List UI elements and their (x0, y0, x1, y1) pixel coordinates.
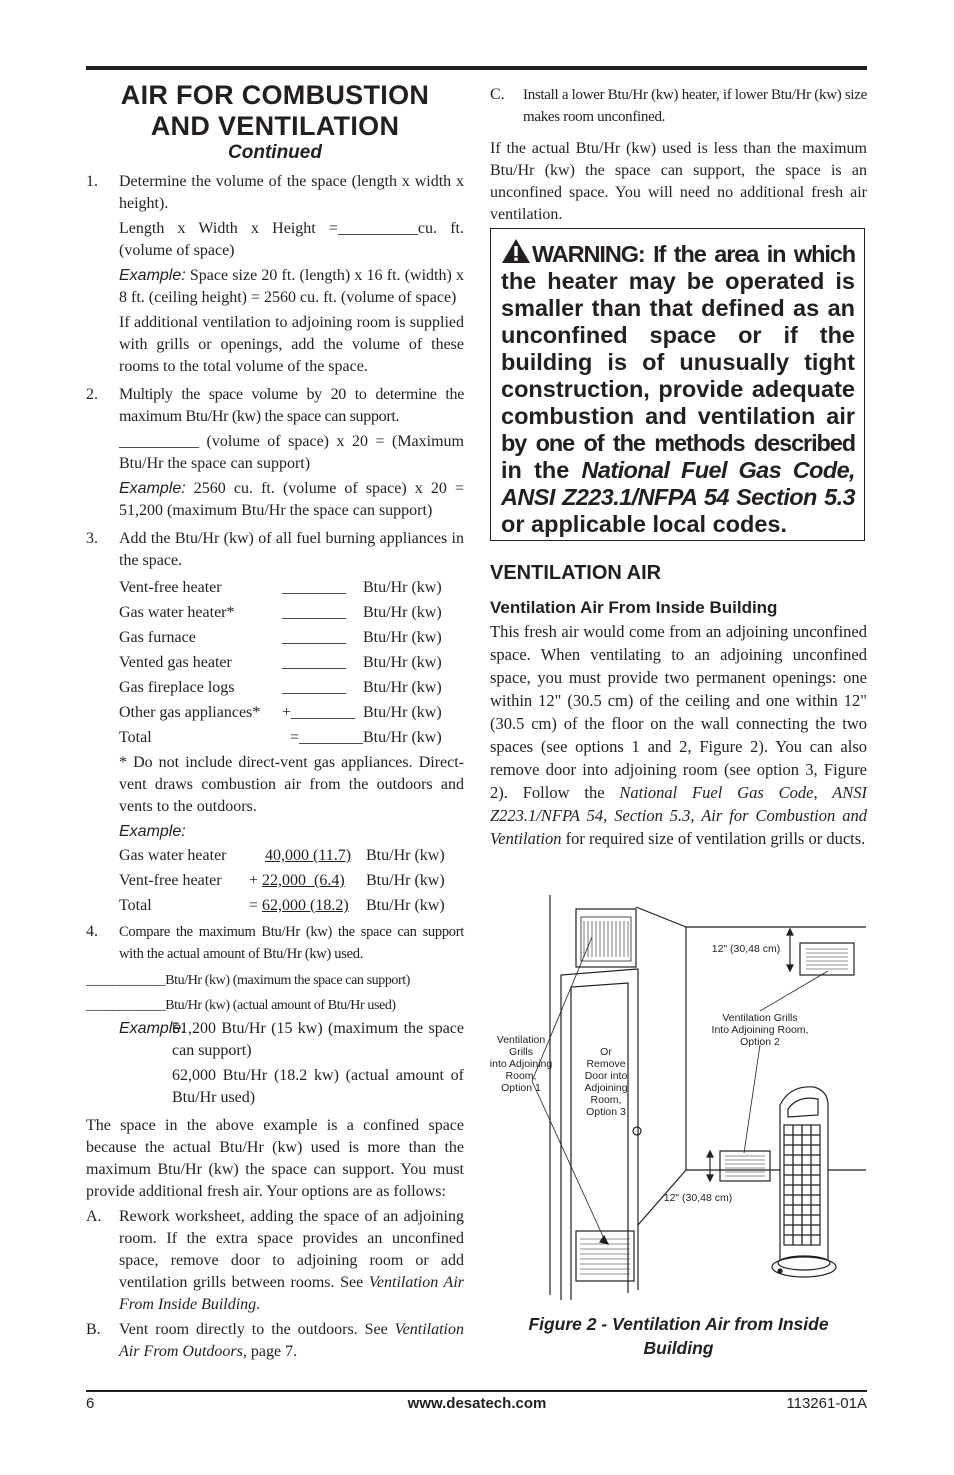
grill-top-right (800, 943, 854, 975)
ventilation-heading: VENTILATION AIR (490, 562, 662, 584)
step-number: 1. (86, 173, 98, 190)
page-title (86, 80, 464, 142)
option3-line-2: Remove (586, 1058, 626, 1070)
option-end: page 7. (246, 1343, 298, 1360)
compare-line-max: ____________Btu/Hr (kw) (maximum the space can support) (86, 973, 411, 988)
worksheet-row (119, 675, 464, 700)
worksheet-row (119, 600, 464, 625)
step-1 (86, 171, 464, 381)
option-link-text: Ventilation Air From Inside Building (119, 1274, 465, 1313)
example-max: 51,200 Btu/Hr (15 kw) (maximum the space can support) (172, 1020, 464, 1059)
ventilation-figure (488, 895, 868, 1305)
warning-end: or applicable local codes. (501, 511, 788, 537)
option-text: Vent room directly to the outdoors. See (119, 1321, 395, 1338)
document-code: 113261-01A (786, 1395, 867, 1412)
example-label: Example: (119, 823, 186, 840)
caption-line-2: Building (643, 1338, 714, 1358)
title-line-1: AIR FOR COMBUSTION (120, 80, 430, 110)
continued-label: Continued (228, 142, 322, 163)
value-number: 22,000 (6.4) (262, 872, 345, 889)
option-text: Rework worksheet, adding the space of an adjoining room. If the extra space provides an unconfined space, remove door to adjoining room or add ventilation grills between rooms. See (119, 1208, 464, 1291)
worksheet-row (119, 700, 464, 725)
step-4 (86, 921, 464, 968)
example-row (119, 893, 464, 918)
worksheet-row (119, 725, 464, 750)
option2-line-2: Into Adjoining Room, (711, 1024, 809, 1036)
door-frame (561, 969, 638, 1300)
row-label: Total (119, 729, 152, 746)
value-prefix: + (249, 872, 263, 889)
left-column (86, 80, 464, 1366)
title-line-2: AND VENTILATION (150, 111, 400, 141)
page-number: 6 (86, 1395, 95, 1412)
right-column-top (490, 84, 867, 226)
row-unit: Btu/Hr (kw) (363, 704, 442, 721)
ventilation-text (490, 620, 867, 850)
step-3 (86, 528, 464, 918)
option-letter: A. (86, 1208, 102, 1225)
warning-text-tight: by one of the methods described (501, 430, 855, 456)
grill-inner (581, 917, 631, 961)
row-unit: Btu/Hr (kw) (363, 679, 442, 696)
ceiling-line (636, 907, 686, 927)
row-blank: ________ (282, 679, 346, 696)
option1-line-1: Ventilation (496, 1034, 546, 1046)
option3-line-6: Option 3 (586, 1106, 626, 1118)
warning-triangle-icon (501, 238, 531, 264)
row-label: Vented gas heater (119, 654, 232, 671)
row-label: Gas fireplace logs (119, 679, 235, 696)
worksheet-row (119, 625, 464, 650)
option-letter: B. (86, 1321, 101, 1338)
example-row (119, 843, 464, 868)
example-row (119, 868, 464, 893)
option-a (86, 1206, 464, 1316)
option3-line-4: Adjoining (584, 1082, 628, 1094)
warning-in-the: in the (501, 457, 582, 483)
option1-line-2: Grills (509, 1046, 533, 1058)
grill-bottom-right (720, 1151, 770, 1181)
option-link-text: Ventilation Air From Outdoors, (119, 1321, 464, 1360)
row-label: Vent-free heater (119, 872, 222, 889)
option-c (490, 84, 867, 128)
row-unit: Btu/Hr (kw) (363, 579, 442, 596)
warning-text: the heater may be operated is smaller than that defined as an unconfined space or if the building is of unusually tight construction, provide adequate combustion and ventilation air (501, 268, 855, 429)
row-blank: ________ (282, 579, 346, 596)
footer-url[interactable]: www.desatech.com (407, 1395, 547, 1412)
compare-example (86, 1018, 464, 1112)
option1-line-4: Room, (505, 1070, 537, 1082)
step-number: 4. (86, 923, 98, 940)
option3-line-5: Room, (590, 1094, 622, 1106)
row-value (249, 893, 366, 918)
step-number: 3. (86, 530, 98, 547)
example (119, 478, 464, 522)
option1-line-5: Option 1 (501, 1082, 541, 1094)
step-text: Add the Btu/Hr (kw) of all fuel burning appliances in the space. (119, 530, 464, 569)
door-inner (571, 983, 628, 1300)
worksheet-row (119, 575, 464, 600)
dimension-label-top: 12" (30,48 cm) (711, 943, 781, 955)
appliance-worksheet (119, 575, 464, 750)
row-unit: Btu/Hr (kw) (363, 604, 442, 621)
row-unit: Btu/Hr (kw) (363, 654, 442, 671)
row-unit: Btu/Hr (kw) (366, 872, 445, 889)
row-label: Other gas appliances* (119, 704, 261, 721)
row-label: Total (119, 897, 152, 914)
confined-text: The space in the above example is a confined space because the actual Btu/Hr (kw) used is more than the maximum Btu/Hr (kw) the space can support. You must provide additional fresh air. Your options are as follows: (86, 1117, 464, 1200)
example-actual: 62,000 Btu/Hr (18.2 kw) (actual amount of Btu/Hr used) (172, 1067, 464, 1106)
row-blank: =________ (289, 729, 363, 746)
option3-line-3: Door into (584, 1070, 628, 1082)
warning-box (490, 228, 865, 541)
value-prefix: = (249, 897, 263, 914)
example-text: 2560 cu. ft. (volume of space) x 20 = 51,200 (maximum Btu/Hr the space can support) (119, 480, 464, 519)
example-label: Example: (119, 267, 186, 284)
bottom-rule (86, 1390, 867, 1392)
option3-line-1: Or (600, 1046, 612, 1058)
worksheet-row (119, 650, 464, 675)
row-label: Gas furnace (119, 629, 196, 646)
warning-lead-rest: If the area in which (644, 241, 855, 267)
step-text: Determine the volume of the space (length x width x height). (119, 173, 464, 212)
option-text: Install a lower Btu/Hr (kw) heater, if lower Btu/Hr (kw) size makes room unconfined. (523, 87, 867, 125)
option-b (86, 1319, 464, 1363)
ventilation-subheading: Ventilation Air From Inside Building (490, 598, 778, 617)
row-blank: ________ (282, 604, 346, 621)
warning-lead: WARNING: (532, 241, 645, 267)
row-label: Gas water heater* (119, 604, 235, 621)
example-label: Example: (119, 480, 186, 497)
heater-illustration (772, 1087, 836, 1277)
option-letter: C. (490, 86, 505, 103)
row-unit: Btu/Hr (kw) (363, 629, 442, 646)
unconfined-text: If the actual Btu/Hr (kw) used is less than the maximum Btu/Hr (kw) the space can support, the space is an unconfined space. You will need no additional fresh air ventilation. (490, 140, 867, 223)
ventilation-code-reference: National Fuel Gas Code, ANSI Z223.1/NFPA 54, Section 5.3, Air for Combustion and Ventilation (490, 783, 867, 848)
option2-line-3: Option 2 (740, 1036, 780, 1048)
row-blank: +________ (282, 704, 356, 721)
door-knob (633, 1127, 641, 1135)
top-rule (86, 66, 867, 70)
formula-text: Length x Width x Height =__________cu. ft. (volume of space) (119, 220, 464, 259)
footnote: * Do not include direct-vent gas appliances. Direct-vent draws combustion air from the outdoors and vents to the outdoors. (119, 754, 464, 815)
option2-line-1: Ventilation Grills (722, 1012, 798, 1024)
row-unit: Btu/Hr (kw) (366, 897, 445, 914)
grill-top-left (576, 909, 636, 967)
step-number: 2. (86, 386, 98, 403)
row-value (249, 843, 366, 868)
value-number: 40,000 (11.7) (265, 847, 352, 864)
option-end: . (256, 1296, 261, 1313)
step-2 (86, 384, 464, 525)
row-unit: Btu/Hr (kw) (363, 729, 442, 746)
step-text: Multiply the space volume by 20 to determine the maximum Btu/Hr (kw) the space can support. (119, 386, 464, 425)
example (119, 265, 464, 309)
caption-line-1: Figure 2 - Ventilation Air from Inside (528, 1314, 829, 1334)
example-label: Example: (119, 1020, 186, 1037)
option1-line-3: into Adjoining (489, 1058, 553, 1070)
example-text: Space size 20 ft. (length) x 16 ft. (width) x 8 ft. (ceiling height) = 2560 cu. ft. (volume of space) (119, 267, 464, 306)
row-label: Vent-free heater (119, 579, 222, 596)
row-label: Gas water heater (119, 847, 227, 864)
row-value (249, 868, 366, 893)
row-unit: Btu/Hr (kw) (366, 847, 445, 864)
note-text: If additional ventilation to adjoining room is supplied with grills or openings, add the volume of these rooms to the total volume of the space. (119, 314, 464, 375)
compare-line-actual: ____________Btu/Hr (kw) (actual amount of Btu/Hr used) (86, 998, 396, 1013)
ventilation-body: This fresh air would come from an adjoining unconfined space. When ventilating to an adjoining unconfined space, you must provide two permanent openings: one within 12" (30.5 cm) of the ceiling and one within 12" (30.5 cm) of the floor on the wall connecting the two spaces (see options 1 and 2, Figure 2). You can also remove door into adjoining room (see option 3, Figure 2). Follow the (490, 622, 867, 802)
row-blank: ________ (282, 629, 346, 646)
warning-code-reference: National Fuel Gas Code, ANSI Z223.1/NFPA 54 Section 5.3 (501, 457, 855, 510)
dimension-label-bottom: 12" (30,48 cm) (663, 1192, 733, 1204)
formula-text: __________ (volume of space) x 20 = (Maximum Btu/Hr the space can support) (119, 433, 464, 472)
row-blank: ________ (282, 654, 346, 671)
step-text: Compare the maximum Btu/Hr (kw) the space can support with the actual amount of Btu/Hr (kw) used. (119, 924, 464, 962)
figure-caption (490, 1312, 867, 1360)
value-number: 62,000 (18.2) (262, 897, 349, 914)
ventilation-end: for required size of ventilation grills or ducts. (561, 829, 866, 848)
